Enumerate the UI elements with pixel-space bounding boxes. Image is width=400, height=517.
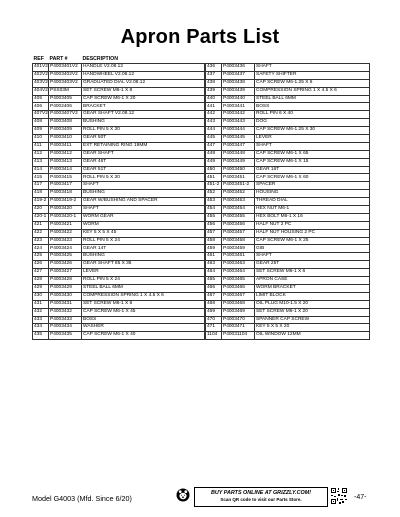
- banner-line-1: BUY PARTS ONLINE AT GRIZZLY.COM!: [210, 490, 312, 496]
- table-row: [206, 150, 370, 158]
- part-number-cell: P4003429: [49, 284, 82, 292]
- ref-cell: 415: [33, 174, 49, 182]
- part-number-cell: P4003456: [222, 221, 255, 229]
- ref-cell: 419-2: [33, 198, 49, 206]
- part-number-cell: P4003445: [222, 135, 255, 143]
- table-row: [33, 206, 205, 214]
- ref-cell: 452: [206, 190, 222, 198]
- table-row: [33, 253, 205, 261]
- grizzly-bear-logo-icon: [176, 488, 190, 502]
- part-number-cell: P4003436: [222, 64, 255, 72]
- part-number-cell: P4003409: [49, 127, 82, 135]
- description-cell: CAP SCREW M6-1 X 15: [255, 158, 370, 166]
- ref-cell: 468: [206, 300, 222, 308]
- description-cell: OIL PLUG M10-1.5 X 20: [255, 300, 370, 308]
- table-row: [33, 245, 205, 253]
- ref-cell: 440: [206, 95, 222, 103]
- description-cell: CAP SCREW M6-1.25 X 30: [255, 127, 370, 135]
- description-cell: WORM: [82, 221, 205, 229]
- part-number-cell: P4003425: [49, 253, 82, 261]
- description-cell: CAP SCREW M6-1 X 45: [82, 308, 205, 316]
- table-row: [206, 292, 370, 300]
- ref-cell: 451-2: [206, 182, 222, 190]
- table-row: [206, 332, 370, 340]
- part-number-cell: P4003430: [49, 292, 82, 300]
- part-number-cell: P4003411: [49, 142, 82, 150]
- part-number-cell: P4003439: [222, 87, 255, 95]
- part-number-cell: P4003420-1: [49, 213, 82, 221]
- table-row: [33, 269, 205, 277]
- ref-cell: 465: [206, 277, 222, 285]
- part-number-cell: P4003403V2: [49, 79, 82, 87]
- parts-table-left: [32, 55, 205, 340]
- part-number-cell: P4003452: [222, 190, 255, 198]
- part-number-cell: P4003418: [49, 190, 82, 198]
- table-row: [33, 292, 205, 300]
- ref-cell: 418: [33, 190, 49, 198]
- part-number-cell: P4003408: [49, 119, 82, 127]
- description-cell: STEEL BALL 6MM: [255, 95, 370, 103]
- table-row: [33, 103, 205, 111]
- table-row: [33, 190, 205, 198]
- description-cell: HALF NUT HOUSING 2 PC: [255, 229, 370, 237]
- part-number-cell: P4003448: [222, 150, 255, 158]
- table-row: [33, 127, 205, 135]
- table-row: [33, 142, 205, 150]
- ref-cell: 401V2: [33, 64, 49, 72]
- part-number-cell: P4003455: [222, 213, 255, 221]
- ref-header: REF: [33, 55, 44, 62]
- description-cell: ROLL PIN 5 X 24: [82, 277, 205, 285]
- table-row: [206, 253, 370, 261]
- ref-cell: 439: [206, 87, 222, 95]
- ref-cell: 447: [206, 142, 222, 150]
- ref-cell: 417: [33, 182, 49, 190]
- description-cell: KEY 5 X 5 X 45: [82, 229, 205, 237]
- part-number-cell: P4003402V2: [49, 71, 82, 79]
- ref-cell: 470: [206, 316, 222, 324]
- page-title: Apron Parts List: [120, 26, 280, 48]
- ref-cell: 456: [206, 221, 222, 229]
- ref-cell: 405: [33, 95, 49, 103]
- description-cell: LIMIT BLOCK: [255, 292, 370, 300]
- description-cell: BUSHING: [82, 253, 205, 261]
- part-number-cell: P4003465: [222, 277, 255, 285]
- description-cell: SET SCREW M6-1 X 20: [255, 308, 370, 316]
- description-cell: SPANNER CAP SCREW: [255, 316, 370, 324]
- part-number-cell: P4003401V2: [49, 64, 82, 72]
- description-cell: CAP SCREW M6-1 X 40: [82, 332, 205, 340]
- ref-cell: 420: [33, 206, 49, 214]
- table-row: [206, 95, 370, 103]
- part-number-cell: P4003421: [49, 221, 82, 229]
- ref-cell: 424: [33, 245, 49, 253]
- table-row: [33, 150, 205, 158]
- banner-line-2: Scan QR code to visit our Parts Store.: [220, 497, 302, 502]
- part-number-cell: P4003419-2: [49, 198, 82, 206]
- part-number-cell: P4003447: [222, 142, 255, 150]
- table-row: [206, 206, 370, 214]
- model-label: Model G4003 (Mfd. Since 6/20): [32, 494, 132, 503]
- part-number-cell: P4003440: [222, 95, 255, 103]
- table-row: [206, 316, 370, 324]
- part-number-cell: P4003414: [49, 166, 82, 174]
- table-row: [33, 64, 205, 72]
- part-number-cell: P4003424: [49, 245, 82, 253]
- table-row: [206, 308, 370, 316]
- table-row: [33, 261, 205, 269]
- table-row: [206, 71, 370, 79]
- description-cell: SHAFT: [255, 142, 370, 150]
- ref-cell: 425: [33, 253, 49, 261]
- ref-cell: 471: [206, 324, 222, 332]
- table-row: [33, 174, 205, 182]
- table-row: [206, 324, 370, 332]
- description-cell: OIL WINDOW 12MM: [255, 332, 370, 340]
- part-number-cell: P4003457: [222, 229, 255, 237]
- ref-cell: 436: [206, 64, 222, 72]
- part-number-cell: P4003433: [49, 316, 82, 324]
- ref-cell: 466: [206, 284, 222, 292]
- part-number-cell: P4003420: [49, 206, 82, 214]
- part-number-cell: P4003437: [222, 71, 255, 79]
- ref-cell: 461: [206, 253, 222, 261]
- part-number-cell: P4003423: [49, 237, 82, 245]
- part-number-cell: P4002406: [49, 103, 82, 111]
- part-number-cell: P4003442: [222, 111, 255, 119]
- description-cell: ROLL PIN 6 X 40: [255, 111, 370, 119]
- description-cell: HANDWHEEL V2.08.12: [82, 71, 205, 79]
- part-number-cell: P4003443: [222, 119, 255, 127]
- ref-cell: 450: [206, 166, 222, 174]
- ref-cell: 422: [33, 229, 49, 237]
- description-cell: ROLL PIN 5 X 30: [82, 174, 205, 182]
- part-number-cell: P4003415: [49, 174, 82, 182]
- part-number-cell: P4003444: [222, 127, 255, 135]
- part-number-cell: P4003438: [222, 79, 255, 87]
- part-number-cell: P4003427: [49, 269, 82, 277]
- table-row: [206, 64, 370, 72]
- part-number-cell: P4003454: [222, 206, 255, 214]
- description-cell: GEAR SHAFT: [82, 150, 205, 158]
- part-header: [222, 55, 255, 64]
- description-cell: GRADUATED DIAL V2.08.12: [82, 79, 205, 87]
- table-row: [33, 221, 205, 229]
- table-row: [33, 119, 205, 127]
- ref-cell: 431: [33, 300, 49, 308]
- ref-cell: 409: [33, 127, 49, 135]
- description-cell: CAP SCREW M6-1.25 X 6: [255, 79, 370, 87]
- table-row: [206, 229, 370, 237]
- table-row: [206, 166, 370, 174]
- table-row: [206, 245, 370, 253]
- part-number-cell: P4003422: [49, 229, 82, 237]
- ref-cell: 420-1: [33, 213, 49, 221]
- description-cell: WORM GEAR: [82, 213, 205, 221]
- table-row: [33, 237, 205, 245]
- ref-cell: 428: [33, 277, 49, 285]
- description-cell: CAP SCREW M6-1 X 60: [255, 174, 370, 182]
- part-number-cell: P4003410: [49, 135, 82, 143]
- table-row: [206, 261, 370, 269]
- description-cell: LEVER: [255, 135, 370, 143]
- part-number-cell: P4003461: [222, 253, 255, 261]
- description-cell: COMPRESSION SPRING 1 X 4.5 X 6: [255, 87, 370, 95]
- table-row: [33, 324, 205, 332]
- ref-cell: 467: [206, 292, 222, 300]
- table-row: [33, 277, 205, 285]
- part-number-cell: P40031104: [222, 332, 255, 340]
- table-row: [33, 300, 205, 308]
- description-cell: EXT RETAINING RING 19MM: [82, 142, 205, 150]
- ref-cell: 442: [206, 111, 222, 119]
- description-cell: SHAFT: [82, 182, 205, 190]
- table-row: [33, 79, 205, 87]
- part-header: PART #: [49, 55, 68, 62]
- ref-cell: 458: [206, 237, 222, 245]
- description-cell: GEAR SHAFT 85 X 36: [82, 261, 205, 269]
- ref-cell: 469: [206, 308, 222, 316]
- part-number-cell: P4003450: [222, 166, 255, 174]
- table-row: [206, 198, 370, 206]
- ref-cell: 433: [33, 316, 49, 324]
- description-cell: GEAR 14T: [82, 245, 205, 253]
- part-number-cell: P4003435: [49, 332, 82, 340]
- table-row: [33, 316, 205, 324]
- description-cell: CAP SCREW M6-1 X 65: [255, 150, 370, 158]
- page-number: -47-: [354, 494, 367, 501]
- description-cell: HANDLE V2.08.12: [82, 64, 205, 72]
- table-row: [206, 269, 370, 277]
- description-cell: SET SCREW M6-1 X 8: [82, 87, 205, 95]
- part-number-cell: P4003464: [222, 269, 255, 277]
- table-row: [33, 71, 205, 79]
- part-number-cell: P4003428: [49, 277, 82, 285]
- table-row: [206, 142, 370, 150]
- part-number-cell: PSS03M: [49, 87, 82, 95]
- description-cell: GIB: [255, 245, 370, 253]
- description-cell: HEX BOLT M6-1 X 16: [255, 213, 370, 221]
- description-cell: SET SCREW M6-1 X 6: [255, 269, 370, 277]
- description-cell: ROLL PIN 5 X 30: [82, 127, 205, 135]
- table-row: [206, 182, 370, 190]
- ref-cell: 437: [206, 71, 222, 79]
- ref-cell: 443: [206, 119, 222, 127]
- description-cell: WASHER: [82, 324, 205, 332]
- part-number-cell: P4003434: [49, 324, 82, 332]
- table-row: [33, 198, 205, 206]
- ref-cell: 1104: [206, 332, 222, 340]
- table-row: [206, 300, 370, 308]
- ref-cell: 414: [33, 166, 49, 174]
- description-cell: KEY 5 X 5 X 20: [255, 324, 370, 332]
- part-number-cell: P4003470: [222, 316, 255, 324]
- description-cell: SET SCREW M6-1 X 8: [82, 300, 205, 308]
- table-row: [206, 111, 370, 119]
- description-cell: HALF NUT 2 PC: [255, 221, 370, 229]
- description-cell: GEAR W/BUSHING AND SPACER: [82, 198, 205, 206]
- ref-cell: 426: [33, 261, 49, 269]
- ref-cell: 459: [206, 245, 222, 253]
- ref-cell: 411: [33, 142, 49, 150]
- part-number-cell: P4003417: [49, 182, 82, 190]
- description-cell: GEAR 25T: [255, 261, 370, 269]
- part-number-cell: P4003451-2: [222, 182, 255, 190]
- table-row: [206, 221, 370, 229]
- part-number-cell: P4003463: [222, 261, 255, 269]
- description-cell: BOSS: [82, 316, 205, 324]
- part-number-cell: P4003467: [222, 292, 255, 300]
- ref-cell: 455: [206, 213, 222, 221]
- table-row: [206, 135, 370, 143]
- description-cell: GEAR 51T: [82, 166, 205, 174]
- part-number-cell: P4003471: [222, 324, 255, 332]
- ref-cell: 445: [206, 135, 222, 143]
- part-number-cell: P4003468: [222, 300, 255, 308]
- ref-cell: 463: [206, 261, 222, 269]
- table-row: [206, 190, 370, 198]
- table-row: [206, 237, 370, 245]
- parts-online-banner[interactable]: [194, 487, 328, 507]
- description-cell: COMPRESSION SPRING 1 X 4.5 X 6: [82, 292, 205, 300]
- ref-cell: 403V2: [33, 79, 49, 87]
- description-header: DESCRIPTION: [82, 55, 118, 62]
- ref-cell: 453: [206, 198, 222, 206]
- table-row: [33, 95, 205, 103]
- table-row: [33, 158, 205, 166]
- description-cell: SHAFT: [82, 206, 205, 214]
- description-cell: DOG: [255, 119, 370, 127]
- ref-cell: 454: [206, 206, 222, 214]
- ref-cell: 438: [206, 79, 222, 87]
- part-number-cell: P4003405: [49, 95, 82, 103]
- table-row: [33, 229, 205, 237]
- ref-cell: 434: [33, 324, 49, 332]
- table-row: [206, 284, 370, 292]
- description-header: [255, 55, 370, 64]
- ref-cell: 448: [206, 150, 222, 158]
- ref-cell: 441: [206, 103, 222, 111]
- description-cell: CAP SCREW M6-1 X 20: [82, 95, 205, 103]
- table-row: [33, 111, 205, 119]
- table-row: [206, 174, 370, 182]
- table-header-row: [206, 55, 370, 64]
- ref-cell: 421: [33, 221, 49, 229]
- ref-header: [206, 55, 222, 64]
- description-cell: BOSS: [255, 103, 370, 111]
- table-row: [206, 213, 370, 221]
- description-cell: BUSHING: [82, 119, 205, 127]
- ref-cell: 404V2: [33, 87, 49, 95]
- description-cell: GEAR SHAFT V2.08.12: [82, 111, 205, 119]
- table-row: [206, 87, 370, 95]
- ref-cell: 408: [33, 119, 49, 127]
- part-number-cell: P4003451: [222, 174, 255, 182]
- description-cell: GEAR 50T: [82, 135, 205, 143]
- part-number-cell: P4003426: [49, 261, 82, 269]
- part-number-cell: P4003432: [49, 308, 82, 316]
- table-row: [33, 87, 205, 95]
- ref-cell: 444: [206, 127, 222, 135]
- table-row: [206, 277, 370, 285]
- ref-cell: 406: [33, 103, 49, 111]
- description-cell: BUSHING: [82, 190, 205, 198]
- table-row: [33, 213, 205, 221]
- description-cell: SPACER: [255, 182, 370, 190]
- table-row: [206, 158, 370, 166]
- description-cell: SHAFT: [255, 253, 370, 261]
- description-cell: GEAR 46T: [82, 158, 205, 166]
- description-cell: SHAFT: [255, 64, 370, 72]
- table-row: [206, 119, 370, 127]
- part-number-cell: P4003466: [222, 284, 255, 292]
- description-cell: CAP SCREW M6-1 X 25: [255, 237, 370, 245]
- ref-cell: 412: [33, 150, 49, 158]
- ref-cell: 464: [206, 269, 222, 277]
- ref-cell: 427: [33, 269, 49, 277]
- ref-cell: 435: [33, 332, 49, 340]
- ref-cell: 451: [206, 174, 222, 182]
- table-row: [206, 127, 370, 135]
- description-cell: ROLL PIN 5 X 24: [82, 237, 205, 245]
- description-cell: HOUSING: [255, 190, 370, 198]
- table-row: [33, 284, 205, 292]
- table-row: [206, 103, 370, 111]
- part-number-cell: P4003459: [222, 245, 255, 253]
- part-number-cell: P4003431: [49, 300, 82, 308]
- ref-cell: 413: [33, 158, 49, 166]
- part-number-cell: P4003453: [222, 198, 255, 206]
- description-cell: GEAR 16T: [255, 166, 370, 174]
- part-number-cell: P4003407V2: [49, 111, 82, 119]
- ref-cell: 457: [206, 229, 222, 237]
- table-row: [33, 166, 205, 174]
- description-cell: STEEL BALL 6MM: [82, 284, 205, 292]
- ref-cell: 410: [33, 135, 49, 143]
- table-row: [206, 79, 370, 87]
- description-cell: BRACKET: [82, 103, 205, 111]
- table-row: [33, 135, 205, 143]
- ref-cell: 402V2: [33, 71, 49, 79]
- part-number-cell: P4003469: [222, 308, 255, 316]
- ref-cell: 432: [33, 308, 49, 316]
- description-cell: APRON CASE: [255, 277, 370, 285]
- part-number-cell: P4003412: [49, 150, 82, 158]
- ref-cell: 449: [206, 158, 222, 166]
- part-number-cell: P4003458: [222, 237, 255, 245]
- ref-cell: 430: [33, 292, 49, 300]
- ref-cell: 407V2: [33, 111, 49, 119]
- ref-cell: 423: [33, 237, 49, 245]
- description-cell: SAFETY SHIFTER: [255, 71, 370, 79]
- table-row: [33, 182, 205, 190]
- table-header-row: [33, 55, 205, 64]
- description-cell: WORM BRACKET: [255, 284, 370, 292]
- ref-cell: 429: [33, 284, 49, 292]
- qr-code-icon[interactable]: [330, 487, 348, 505]
- table-row: [33, 332, 205, 340]
- part-number-cell: P4003413: [49, 158, 82, 166]
- part-number-cell: P4003449: [222, 158, 255, 166]
- description-cell: LEVER: [82, 269, 205, 277]
- part-number-cell: P4003441: [222, 103, 255, 111]
- description-cell: HEX NUT M6-1: [255, 206, 370, 214]
- description-cell: THREAD DIAL: [255, 198, 370, 206]
- table-row: [33, 308, 205, 316]
- parts-table-right: [205, 55, 370, 340]
